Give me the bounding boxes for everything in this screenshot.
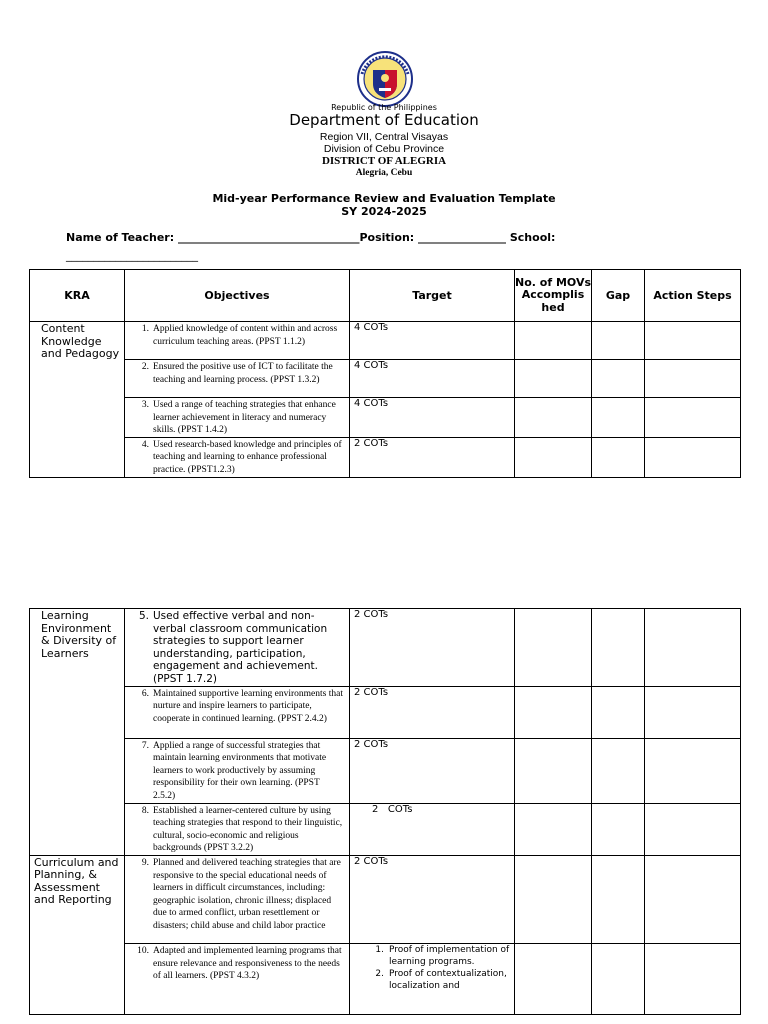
target-cell: 2 COTs [350,437,515,477]
district-line: DISTRICT OF ALEGRIA [321,155,447,167]
region-line: Region VII, Central Visayas [319,131,449,143]
target-cell: 4 COTs [350,322,515,360]
kra-cell: Curriculum and Planning, & Assessment and Reporting [30,855,125,1014]
objective-cell [125,609,350,687]
objective-text: Used a range of teaching strategies that enhance learner achievement in literacy and numeracy skills. (PPST 1.4.2) [153,400,336,436]
action-cell[interactable] [645,360,741,398]
target-cell: 2 COTs [350,855,515,943]
target-cell: 2 COTs [350,609,515,687]
objective-cell [125,738,350,803]
gap-cell[interactable] [592,322,645,360]
movs-cell[interactable] [515,686,592,738]
movs-cell[interactable] [515,609,592,687]
objective-cell [125,437,350,477]
target-cell: 2 COTs [350,686,515,738]
action-cell[interactable] [645,855,741,943]
objective-cell [125,803,350,855]
target-cell: 2 COTs [350,803,515,855]
target-cell: 4 COTs [350,360,515,398]
gap-cell[interactable] [592,437,645,477]
movs-cell[interactable] [515,855,592,943]
review-table-1 [29,269,741,478]
table-row [30,855,741,943]
deped-seal [352,50,418,108]
objective-text: Applied knowledge of content within and across curriculum teaching areas. (PPST 1.1.2) [153,324,338,347]
objective-text: Used effective verbal and non-verbal classroom communication strategies to support learner understanding, participation, engagement and achievement. (PPST 1.7.2) [153,610,328,685]
action-cell[interactable] [645,943,741,1014]
list-text: Proof of contextualization, localization and [389,968,507,991]
target-cell: 4 COTs [350,398,515,438]
target-header: Target [350,270,515,322]
list-number: 2. [375,968,384,979]
objective-cell [125,322,350,360]
action-cell[interactable] [645,686,741,738]
school-blank-line: ________________________ [66,249,198,262]
movs-header: No. of MOVs Accomplis hed [515,270,592,322]
table-row [30,803,741,855]
objective-number: 6. [141,688,149,699]
objective-cell [125,398,350,438]
list-item [350,944,512,968]
gap-cell[interactable] [592,686,645,738]
table-row [30,738,741,803]
table-row [30,398,741,438]
objective-cell [125,855,350,943]
objective-number: 9. [141,857,149,868]
action-cell[interactable] [645,609,741,687]
gap-cell[interactable] [592,609,645,687]
action-cell[interactable] [645,322,741,360]
objective-number: 10. [137,945,149,956]
movs-cell[interactable] [515,398,592,438]
table-row [30,943,741,1014]
review-table-2 [29,608,741,1015]
action-steps-header: Action Steps [645,270,741,322]
kra-cell: Content Knowledge and Pedagogy [30,322,125,478]
table-row [30,686,741,738]
table-row [30,609,741,687]
objective-number: 8. [141,805,149,816]
gap-cell[interactable] [592,943,645,1014]
teacher-info-line: Name of Teacher: _________________________________Position: ________________ School: [66,231,556,244]
action-cell[interactable] [645,738,741,803]
gap-cell[interactable] [592,738,645,803]
list-item [350,968,512,992]
republic-line: Republic of the Philippines [331,103,437,112]
kra-header: KRA [30,270,125,322]
movs-cell[interactable] [515,322,592,360]
objective-number: 5. [138,610,149,622]
list-number: 1. [375,944,384,955]
form-title: Mid-year Performance Review and Evaluation Template [212,192,556,205]
movs-cell[interactable] [515,738,592,803]
table-row [30,360,741,398]
objective-cell [125,943,350,1014]
objective-text: Applied a range of successful strategies that maintain learning environments that motivate learners to work productively by assuming responsibility for their own learning. (PPST 2.5.2) [153,740,327,801]
kra-cell: Learning Environment & Diversity of Learners [30,609,125,856]
objective-number: 3. [141,400,149,410]
movs-cell[interactable] [515,803,592,855]
objective-text: Planned and delivered teaching strategies that are responsive to the special educational needs of learners in difficult circumstances, including: geographic isolation, chronic illness; displaced due to armed conflict, urban resettlement or disasters; child abuse and child labor practice [153,857,341,931]
department-title: Department of Education [289,111,479,129]
gap-header: Gap [592,270,645,322]
gap-cell[interactable] [592,803,645,855]
action-cell[interactable] [645,803,741,855]
objective-number: 1. [141,324,149,334]
objectives-header: Objectives [125,270,350,322]
objective-text: Adapted and implemented learning programs that ensure relevance and responsiveness to the needs of all learners. (PPST 4.3.2) [153,945,342,982]
objective-number: 2. [141,362,149,372]
list-text: Proof of implementation of learning programs. [389,944,510,967]
target-cell [350,943,515,1014]
objective-text: Maintained supportive learning environments that nurture and inspire learners to participate, cooperate in continued learning. (PPST 2.4.2) [153,688,343,724]
action-cell[interactable] [645,398,741,438]
gap-cell[interactable] [592,855,645,943]
movs-cell[interactable] [515,437,592,477]
objective-number: 4. [141,439,149,450]
target-cell: 2 COTs [350,738,515,803]
objective-number: 7. [141,740,149,751]
movs-cell[interactable] [515,360,592,398]
school-year: SY 2024-2025 [341,205,427,218]
objective-text: Established a learner-centered culture by using teaching strategies that respond to their linguistic, cultural, socio-economic and religious backgrounds (PPST 3.2.2) [153,805,343,854]
gap-cell[interactable] [592,360,645,398]
objective-cell [125,686,350,738]
gap-cell[interactable] [592,398,645,438]
division-line: Division of Cebu Province [323,143,445,155]
objective-text: Ensured the positive use of ICT to facilitate the teaching and learning process. (PPST 1.3.2) [153,362,333,385]
objective-text: Used research-based knowledge and principles of teaching and learning to enhance professional practice. (PPST1.2.3) [153,439,342,475]
table-row [30,437,741,477]
town-line: Alegria, Cebu [355,168,413,178]
table-row [30,322,741,360]
movs-cell[interactable] [515,943,592,1014]
objective-cell [125,360,350,398]
action-cell[interactable] [645,437,741,477]
